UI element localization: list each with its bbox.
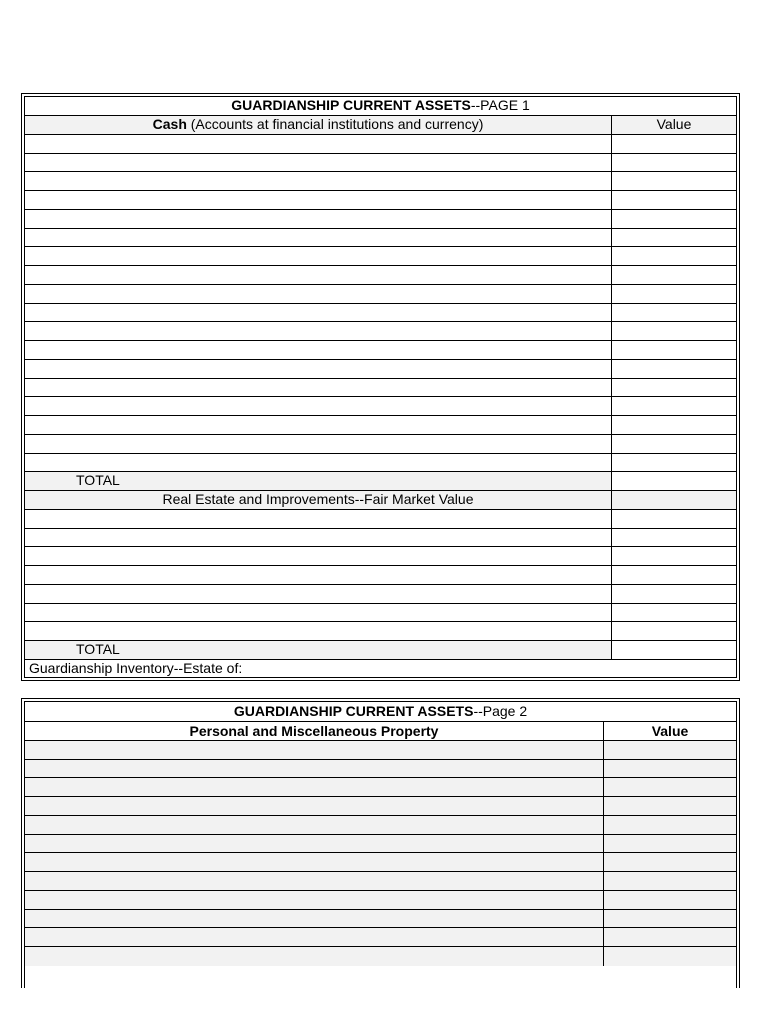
real-estate-value-field[interactable] [611, 622, 736, 640]
real-estate-header [25, 491, 611, 509]
cash-value-field[interactable] [611, 154, 736, 172]
cash-row [25, 247, 736, 266]
cash-row [25, 435, 736, 454]
cash-value-field[interactable] [611, 341, 736, 359]
cash-description-field[interactable] [25, 247, 611, 265]
cash-row [25, 191, 736, 210]
property-value-field[interactable] [603, 778, 736, 796]
cash-value-field[interactable] [611, 135, 736, 153]
property-value-field[interactable] [603, 928, 736, 946]
cash-value-field[interactable] [611, 247, 736, 265]
cash-row [25, 360, 736, 379]
real-estate-row [25, 585, 736, 604]
real-estate-description-field[interactable] [25, 529, 611, 547]
page-2-title-row [25, 702, 736, 722]
cash-description-field[interactable] [25, 304, 611, 322]
property-row [25, 872, 736, 891]
cash-row [25, 172, 736, 191]
cash-description-field[interactable] [25, 435, 611, 453]
title-bold-text: GUARDIANSHIP CURRENT ASSETS [231, 97, 471, 113]
cash-description-field[interactable] [25, 341, 611, 359]
page-1-title [25, 97, 736, 115]
real-estate-description-field[interactable] [25, 622, 611, 640]
title-rest-text: --Page 2 [473, 703, 528, 719]
cash-row [25, 397, 736, 416]
cash-description-field[interactable] [25, 416, 611, 434]
property-header-text: Personal and Miscellaneous Property [189, 723, 439, 739]
estate-of-row [25, 660, 736, 680]
cash-description-field[interactable] [25, 322, 611, 340]
property-row [25, 816, 736, 835]
property-value-field[interactable] [603, 797, 736, 815]
title-rest-text: (Accounts at financial institutions and currency) [186, 116, 484, 132]
property-description-field[interactable] [25, 872, 603, 890]
property-description-field[interactable] [25, 853, 603, 871]
real-estate-description-field[interactable] [25, 604, 611, 622]
real-estate-value-field[interactable] [611, 604, 736, 622]
real-estate-row [25, 547, 736, 566]
real-estate-description-field[interactable] [25, 547, 611, 565]
cash-value-field[interactable] [611, 229, 736, 247]
cash-description-field[interactable] [25, 191, 611, 209]
cash-value-field[interactable] [611, 397, 736, 415]
value-header [611, 116, 736, 134]
real-estate-row [25, 566, 736, 585]
real-estate-value-field[interactable] [611, 547, 736, 565]
property-row [25, 910, 736, 929]
property-description-field[interactable] [25, 778, 603, 796]
property-description-field[interactable] [25, 947, 603, 966]
cash-row [25, 454, 736, 473]
property-value-field[interactable] [603, 853, 736, 871]
real-estate-total-row [25, 641, 736, 660]
property-row [25, 853, 736, 872]
property-row [25, 760, 736, 779]
real-estate-value-field[interactable] [611, 529, 736, 547]
estate-of-label: Guardianship Inventory--Estate of: [29, 659, 243, 676]
property-description-field[interactable] [25, 816, 603, 834]
total-label-text: TOTAL [76, 472, 120, 489]
estate-of-field[interactable] [25, 660, 736, 680]
page-2-value-header [603, 722, 736, 740]
real-estate-total-value-field[interactable] [611, 641, 736, 659]
property-row [25, 778, 736, 797]
cash-row [25, 379, 736, 398]
real-estate-value-field[interactable] [611, 566, 736, 584]
real-estate-header-row [25, 491, 736, 510]
cash-row [25, 322, 736, 341]
cash-total-value-field[interactable] [611, 472, 736, 490]
cash-value-field[interactable] [611, 322, 736, 340]
cash-description-field[interactable] [25, 210, 611, 228]
cash-description-field[interactable] [25, 154, 611, 172]
real-estate-description-field[interactable] [25, 566, 611, 584]
cash-row [25, 135, 736, 154]
cash-total-label [25, 472, 611, 490]
property-value-field[interactable] [603, 910, 736, 928]
property-value-field[interactable] [603, 835, 736, 853]
cash-value-field[interactable] [611, 304, 736, 322]
cash-description-field[interactable] [25, 397, 611, 415]
cash-value-field[interactable] [611, 360, 736, 378]
page-2-title [25, 702, 736, 721]
real-estate-value-header [611, 491, 736, 509]
real-estate-value-field[interactable] [611, 585, 736, 603]
cash-value-field[interactable] [611, 285, 736, 303]
property-row [25, 947, 736, 966]
real-estate-description-field[interactable] [25, 585, 611, 603]
cash-row [25, 341, 736, 360]
property-row [25, 928, 736, 947]
assets-form-page-1 [21, 93, 740, 681]
real-estate-total-label [25, 641, 611, 659]
property-value-field[interactable] [603, 891, 736, 909]
property-value-field[interactable] [603, 741, 736, 759]
value-header-text: Value [656, 116, 692, 132]
real-estate-header-text: Real Estate and Improvements--Fair Market Value [162, 491, 474, 507]
property-description-field[interactable] [25, 910, 603, 928]
title-rest-text: --PAGE 1 [470, 97, 530, 113]
assets-form-page-2-inner [24, 701, 737, 988]
property-description-field[interactable] [25, 741, 603, 759]
cash-row [25, 304, 736, 323]
property-value-field[interactable] [603, 760, 736, 778]
page-2-value-header-text: Value [651, 723, 689, 739]
total-label-text: TOTAL [76, 641, 120, 657]
title-bold-text: Cash [152, 116, 187, 132]
assets-form-page-1-inner [24, 96, 737, 678]
cash-total-row [25, 472, 736, 491]
cash-row [25, 229, 736, 248]
cash-row [25, 285, 736, 304]
cash-value-field[interactable] [611, 435, 736, 453]
cash-description-field[interactable] [25, 454, 611, 472]
cash-description-field[interactable] [25, 285, 611, 303]
property-row [25, 835, 736, 854]
cash-header [25, 116, 611, 134]
property-value-field[interactable] [603, 947, 736, 966]
cash-row [25, 266, 736, 285]
page-1-title-row [25, 97, 736, 116]
property-header [25, 722, 603, 740]
cash-value-field[interactable] [611, 416, 736, 434]
property-value-field[interactable] [603, 872, 736, 890]
real-estate-value-field[interactable] [611, 510, 736, 528]
cash-value-field[interactable] [611, 210, 736, 228]
cash-row [25, 416, 736, 435]
property-description-field[interactable] [25, 891, 603, 909]
cash-description-field[interactable] [25, 172, 611, 190]
property-header-row [25, 722, 736, 741]
cash-value-field[interactable] [611, 172, 736, 190]
cash-row [25, 210, 736, 229]
cash-description-field[interactable] [25, 266, 611, 284]
property-description-field[interactable] [25, 928, 603, 946]
property-row [25, 797, 736, 816]
property-row [25, 891, 736, 910]
real-estate-row [25, 622, 736, 641]
real-estate-row [25, 529, 736, 548]
cash-value-field[interactable] [611, 379, 736, 397]
cash-description-field[interactable] [25, 229, 611, 247]
real-estate-row [25, 604, 736, 623]
cash-description-field[interactable] [25, 360, 611, 378]
property-row [25, 741, 736, 760]
cash-row [25, 154, 736, 173]
property-description-field[interactable] [25, 760, 603, 778]
cash-value-field[interactable] [611, 191, 736, 209]
property-description-field[interactable] [25, 835, 603, 853]
cash-description-field[interactable] [25, 379, 611, 397]
assets-form-page-2 [21, 698, 740, 988]
property-value-field[interactable] [603, 816, 736, 834]
cash-value-field[interactable] [611, 266, 736, 284]
title-bold-text: GUARDIANSHIP CURRENT ASSETS [233, 703, 474, 719]
real-estate-row [25, 510, 736, 529]
real-estate-description-field[interactable] [25, 510, 611, 528]
cash-header-row [25, 116, 736, 135]
cash-value-field[interactable] [611, 454, 736, 472]
property-description-field[interactable] [25, 797, 603, 815]
cash-description-field[interactable] [25, 135, 611, 153]
